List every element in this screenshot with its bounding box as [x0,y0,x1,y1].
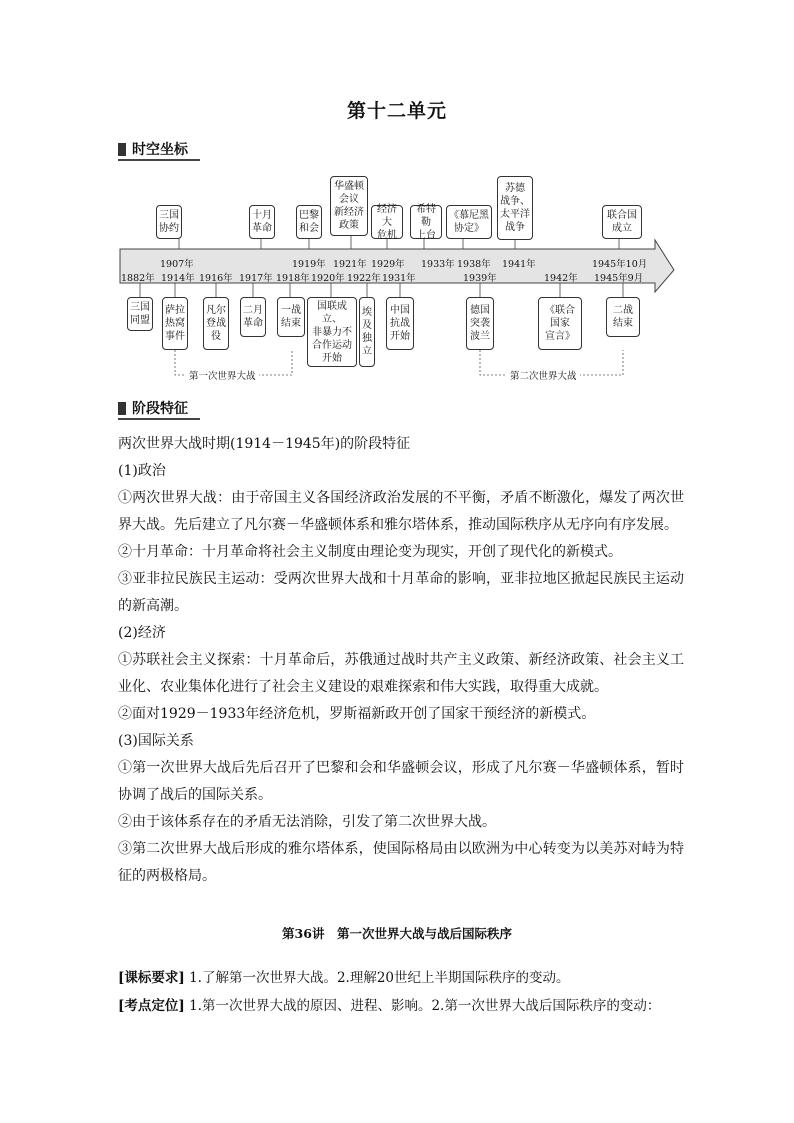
year-label: 1945年10月 [592,259,648,270]
year-label: 1931年 [382,273,416,284]
year-label: 1939年 [463,273,497,284]
req-label: [课标要求] [118,970,185,986]
year-label: 1882年 [121,273,155,284]
req-text: 1.了解第一次世界大战。2.理解20世纪上半期国际秩序的变动。 [189,970,570,986]
year-label: 1929年 [371,259,405,270]
year-label: 1920年 [311,273,345,284]
event-box-wwi-end: 一战 结束 [277,297,305,337]
year-label: 1921年 [333,259,367,270]
section-marker-icon [118,143,126,156]
pos-label: [考点定位] [118,998,185,1014]
war-label-wwii: 第二次世界大战 [507,368,580,382]
paragraph: ③第二次世界大战后形成的雅尔塔体系，使国际格局由以欧洲为中心转变为以美苏对峙为特征的两极格局。 [118,841,684,884]
event-box-february-revolution: 二月 革命 [240,297,266,337]
year-label: 1938年 [457,259,491,270]
section-heading-text: 时空坐标 [132,142,188,158]
event-box-munich-agreement: 《慕尼黑 协定》 [446,205,492,239]
unit-title: 第十二单元 [346,100,447,122]
exam-focus [118,992,688,1020]
paragraph: ②面对1929－1933年经济危机，罗斯福新政开创了国家干预经济的新模式。 [118,706,596,722]
event-box-china-resistance: 中国 抗战 开始 [386,297,414,350]
section-marker-icon [118,402,126,415]
event-box-washington-conference: 华盛顿 会议 新经济 政策 [330,176,368,236]
section-heading-timeline [118,138,188,160]
event-box-sarajevo: 萨拉 热窝 事件 [162,297,188,350]
event-box-triple-alliance: 三国 同盟 [127,297,153,331]
paragraph: ②十月革命：十月革命将社会主义制度由理论变为现实，开创了现代化的新模式。 [118,544,622,560]
paragraph: ①第一次世界大战后先后召开了巴黎和会和华盛顿会议，形成了凡尔赛－华盛顿体系，暂时协调了战后的国际关系。 [118,760,684,803]
event-box-united-nations: 联合国 成立 [602,205,642,239]
paragraph: (2)经济 [118,625,166,641]
year-label: 1922年 [347,273,381,284]
lecture-title: 第36讲 第一次世界大战与战后国际秩序 [282,926,512,941]
event-box-verdun: 凡尔 登战 役 [203,297,229,350]
year-label: 1941年 [502,259,536,270]
event-box-hitler: 希特勒 上台 [410,205,442,239]
section-underline [118,159,200,161]
year-label: 1933年 [421,259,455,270]
year-label: 1945年9月 [594,273,644,284]
year-label: 1907年 [160,259,194,270]
event-box-triple-entente: 三国 协约 [156,205,182,239]
event-box-great-depression: 经济大 危机 [371,205,403,239]
year-label: 1916年 [199,273,233,284]
year-label: 1919年 [292,259,326,270]
year-label: 1918年 [276,273,310,284]
paragraph: ①两次世界大战：由于帝国主义各国经济政治发展的不平衡，矛盾不断激化，爆发了两次世界大战。先后建立了凡尔赛－华盛顿体系和雅尔塔体系，推动国际秩序从无序向有序发展。 [118,490,684,533]
section-heading-features [118,397,188,419]
paragraph: ①苏联社会主义探索：十月革命后，苏俄通过战时共产主义政策、新经济政策、社会主义工业化、农业集体化进行了社会主义建设的艰难探索和伟大实践，取得重大成就。 [118,652,684,695]
paragraph: ②由于该体系存在的矛盾无法消除，引发了第二次世界大战。 [118,814,496,830]
event-box-soviet-german-war: 苏德 战争、 太平洋 战争 [497,176,533,240]
event-box-invasion-poland: 德国 突袭 波兰 [466,297,494,350]
event-box-egypt-independence: 埃 及 独 立 [359,297,375,367]
section-heading-text: 阶段特征 [132,401,188,417]
paragraph: ③亚非拉民族民主运动：受两次世界大战和十月革命的影响，亚非拉地区掀起民族民主运动的新高潮。 [118,571,684,614]
features-body [118,431,684,890]
event-box-october-revolution: 十月 革命 [249,205,275,239]
pos-text: 1.第一次世界大战的原因、进程、影响。2.第一次世界大战后国际秩序的变动： [189,998,661,1014]
paragraph: (3)国际关系 [118,733,194,749]
timeline-diagram [118,170,683,385]
event-box-un-declaration: 《联合 国家 宣言》 [538,297,582,350]
event-box-league-of-nations: 国联成立、 非暴力不 合作运动 开始 [307,297,357,367]
event-box-paris-conference: 巴黎 和会 [296,205,322,239]
features-intro: 两次世界大战时期(1914－1945年)的阶段特征 [118,436,411,452]
event-box-wwii-end: 二战 结束 [606,297,640,337]
war-label-wwi: 第一次世界大战 [186,368,259,382]
curriculum-requirements [118,964,688,992]
paragraph: (1)政治 [118,463,166,479]
year-label: 1917年 [239,273,273,284]
section-underline [118,418,200,420]
year-label: 1914年 [161,273,195,284]
year-label: 1942年 [544,273,578,284]
